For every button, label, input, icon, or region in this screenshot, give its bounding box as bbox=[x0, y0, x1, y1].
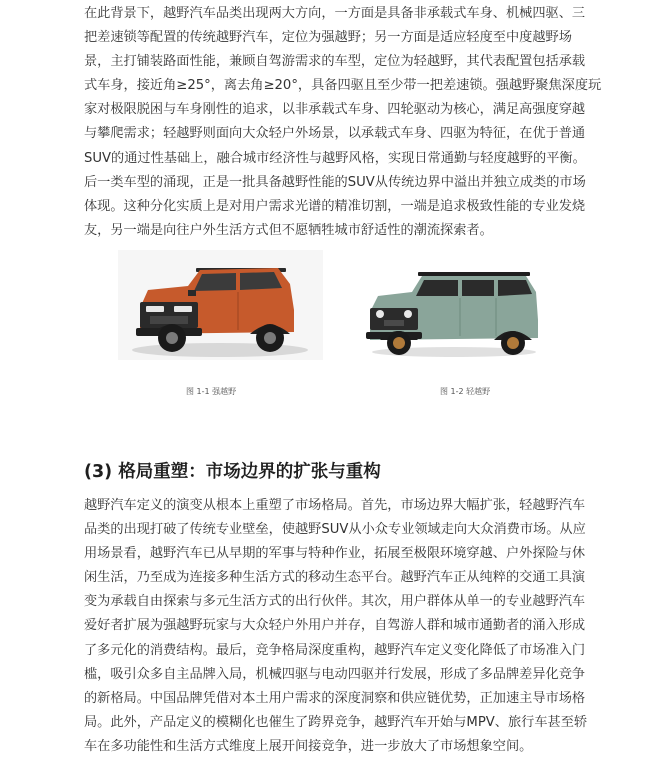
text-line: 槛，吸引众多自主品牌入局，机械四驱与电动四驱并行发展，形成了多品牌差异化竞争 bbox=[84, 666, 586, 682]
text-line: 与攀爬需求；轻越野则面向大众轻户外场景，以承载式车身、四驱为特征，在优于普通 bbox=[84, 126, 586, 142]
text-line: 体现。这种分化实质上是对用户需求光谱的精准切割，一端是追求极致性能的专业发烧 bbox=[84, 198, 586, 214]
text-line: 局。此外，产品定义的模糊化也催生了跨界竞争，越野汽车开始与MPV、旅行车甚至轿 bbox=[84, 714, 588, 730]
text-line: 后一类车型的涌现，正是一批具备越野性能的SUV从传统边界中溢出并独立成类的市场 bbox=[84, 174, 586, 190]
text-line: 越野汽车定义的演变从根本上重塑了市场格局。首先，市场边界大幅扩张，轻越野汽车 bbox=[84, 498, 586, 513]
paragraph-market-reshape bbox=[84, 494, 604, 759]
text-line: 闲生活，乃至成为连接多种生活方式的移动生态平台。越野汽车正从纯粹的交通工具演 bbox=[84, 570, 586, 586]
figure-hardcore-offroader bbox=[118, 250, 323, 360]
text-line: 式车身，接近角≥25°，离去角≥20°，具备四驱且至少带一把差速锁。强越野聚焦深度玩 bbox=[84, 78, 602, 94]
orange-suv-illustration bbox=[118, 250, 323, 360]
text-line: 的新格局。中国品牌凭借对本土用户需求的深度洞察和供应链优势，正加速主导市场格 bbox=[84, 690, 586, 706]
text-line: 用场景看，越野汽车已从早期的军事与特种作业，拓展至极限环境穿越、户外探险与休 bbox=[84, 546, 586, 562]
text-line: 友，另一端是向往户外生活方式但不愿牺牲城市舒适性的潮流探索者。 bbox=[84, 222, 493, 238]
text-line: 品类的出现打破了传统专业壁垒，使越野SUV从小众专业领域走向大众消费市场。从应 bbox=[84, 522, 586, 538]
text-line: 爱好者扩展为强越野玩家与大众轻户外用户并存，自驾游人群和城市通勤者的涌入形成 bbox=[84, 618, 586, 634]
text-line: 在此背景下，越野汽车品类出现两大方向，一方面是具备非承载式车身、机械四驱、三 bbox=[84, 6, 586, 21]
paragraph-offroad-split bbox=[84, 2, 604, 243]
text-line: 把差速锁等配置的传统越野汽车，定位为强越野；另一方面是适应轻度至中度越野场 bbox=[84, 30, 572, 46]
figure-caption: 图 1-1 强越野 bbox=[186, 387, 237, 396]
figure-light-offroader bbox=[356, 268, 546, 360]
text-line: 车在多功能性和生活方式维度上展开间接竞争，进一步放大了市场想象空间。 bbox=[84, 738, 533, 754]
text-line: 景，主打铺装路面性能，兼顾自驾游需求的车型，定位为轻越野，其代表配置包括承载 bbox=[84, 54, 586, 70]
text-line: 了多元化的消费结构。最后，竞争格局深度重构，越野汽车定义变化降低了市场准入门 bbox=[84, 642, 586, 658]
text-line: 变为承载自由探索与多元生活方式的出行伙伴。其次，用户群体从单一的专业越野汽车 bbox=[84, 594, 586, 610]
text-line: 家对极限脱困与车身刚性的追求，以非承载式车身、四轮驱动为核心，满足高强度穿越 bbox=[84, 102, 586, 118]
section-heading: (3) 格局重塑：市场边界的扩张与重构 bbox=[84, 462, 381, 482]
green-suv-illustration bbox=[356, 268, 546, 360]
text-line: SUV的通过性基础上，融合城市经济性与越野风格，实现日常通勤与轻度越野的平衡。 bbox=[84, 150, 586, 166]
figure-caption: 图 1-2 轻越野 bbox=[440, 387, 491, 396]
